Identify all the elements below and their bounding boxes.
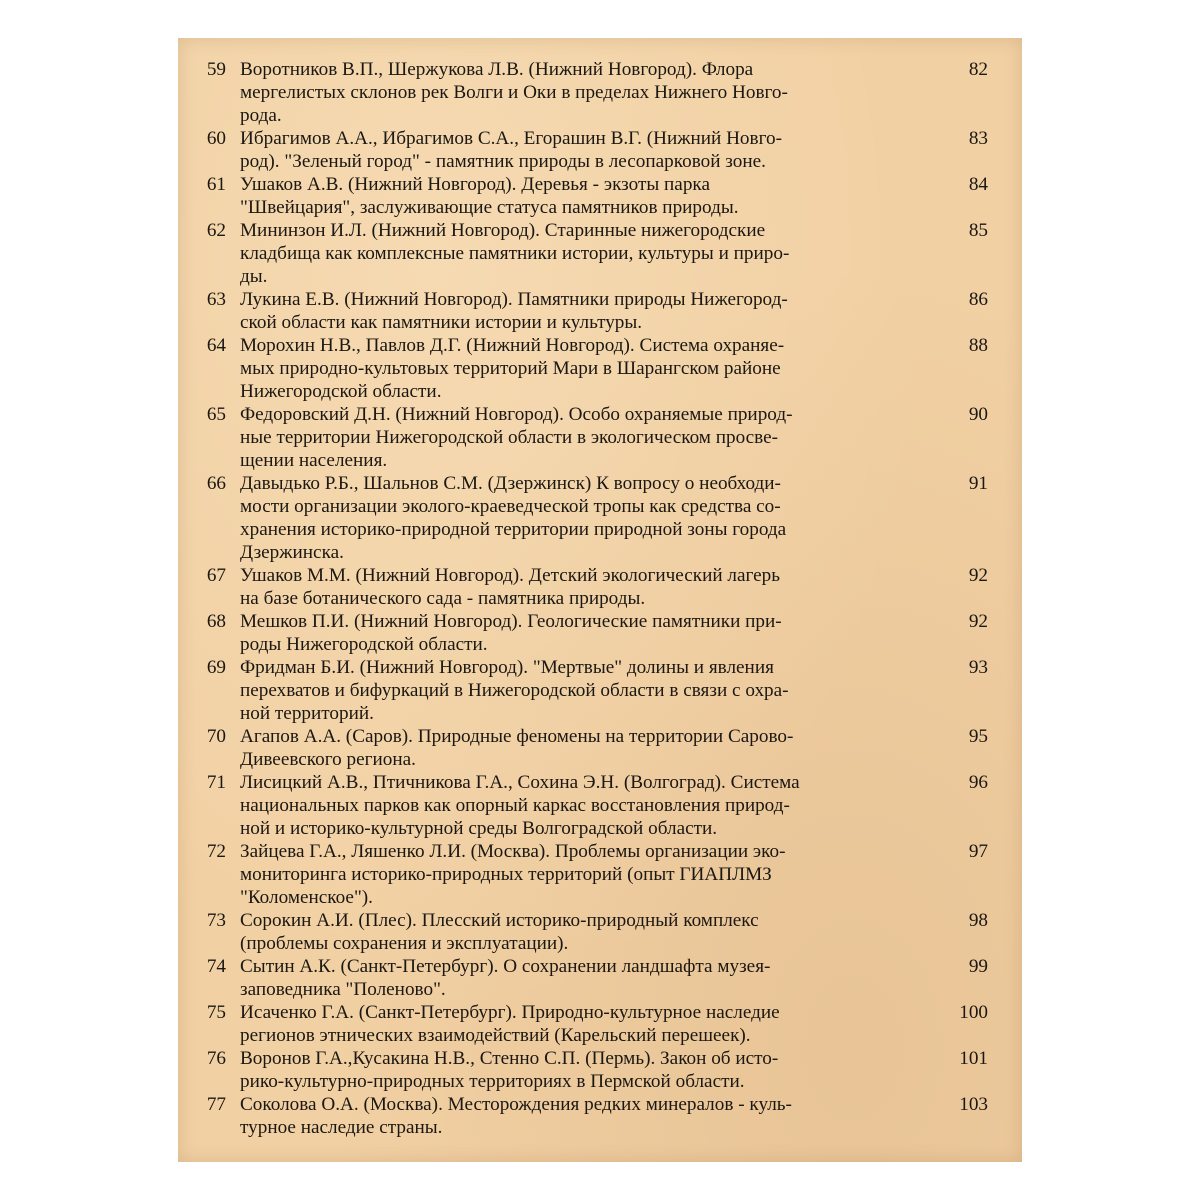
entry-text	[240, 725, 920, 771]
entry-text	[240, 656, 920, 725]
entry-text-line: Дивеевского региона.	[240, 749, 416, 770]
entry-text-line: Мининзон И.Л. (Нижний Новгород). Старинные нижегородские	[240, 220, 766, 241]
entry-number: 77	[206, 1094, 226, 1115]
entry-text-line: Лукина Е.В. (Нижний Новгород). Памятники природы Нижегород-	[240, 289, 788, 310]
entry-text-line: "Коломенское").	[240, 887, 373, 908]
entry-text-line: заповедника "Поленово".	[240, 979, 446, 1000]
entry-text-line: мониторинга историко-природных территорий (опыт ГИАПЛМЗ	[240, 864, 772, 885]
entry-text-line: ды.	[240, 266, 268, 287]
entry-text-line: Дзержинска.	[240, 542, 344, 563]
entry-text-line: Сорокин А.И. (Плес). Плесский историко-природный комплекс	[240, 910, 759, 931]
entry-number: 60	[206, 128, 226, 149]
entry-text-line: Морохин Н.В., Павлов Д.Г. (Нижний Новгород). Система охраняе-	[240, 335, 785, 356]
entry-text	[240, 909, 920, 955]
entry-number: 64	[206, 335, 226, 356]
entry-page-number: 85	[968, 220, 988, 241]
entry-number: 74	[206, 956, 226, 977]
entry-text-line: регионов этнических взаимодействий (Карельский перешеек).	[240, 1025, 751, 1046]
entry-page-number: 83	[968, 128, 988, 149]
entry-page-number: 103	[959, 1094, 988, 1115]
entry-text-line: мых природно-культовых территорий Мари в Шарангском районе	[240, 358, 781, 379]
entry-page-number: 100	[959, 1002, 988, 1023]
entry-text-line: щении населения.	[240, 450, 388, 471]
entry-text	[240, 403, 920, 472]
entry-text-line: турное наследие страны.	[240, 1117, 443, 1138]
entry-text-line: ской области как памятники истории и культуры.	[240, 312, 643, 333]
entry-text	[240, 219, 920, 288]
entry-page-number: 91	[968, 473, 988, 494]
entry-text-line: Сытин А.К. (Санкт-Петербург). О сохранении ландшафта музея-	[240, 956, 771, 977]
entry-text	[240, 334, 920, 403]
entry-page-number: 90	[968, 404, 988, 425]
entry-text-line: ные территории Нижегородской области в экологическом просве-	[240, 427, 779, 448]
entry-page-number: 84	[968, 174, 988, 195]
entry-text-line: Соколова О.А. (Москва). Месторождения редких минералов - куль-	[240, 1094, 792, 1115]
entry-page-number: 97	[968, 841, 988, 862]
entry-number: 66	[206, 473, 226, 494]
entry-text-line: национальных парков как опорный каркас восстановления природ-	[240, 795, 790, 816]
entry-text-line: рико-культурно-природных территориях в Пермской области.	[240, 1071, 745, 1092]
entry-number: 73	[206, 910, 226, 931]
entry-page-number: 82	[968, 59, 988, 80]
entry-page-number: 86	[968, 289, 988, 310]
entry-text-line: Ибрагимов А.А., Ибрагимов С.А., Егорашин В.Г. (Нижний Новго-	[240, 128, 782, 149]
entry-text	[240, 771, 920, 840]
entry-number: 69	[206, 657, 226, 678]
entry-page-number: 92	[968, 611, 988, 632]
entry-text-line: Зайцева Г.А., Ляшенко Л.И. (Москва). Проблемы организации эко-	[240, 841, 786, 862]
entry-text-line: хранения историко-природной территории природной зоны города	[240, 519, 787, 540]
entry-number: 68	[206, 611, 226, 632]
book-page	[178, 38, 1022, 1162]
entry-text-line: мергелистых склонов рек Волги и Оки в пределах Нижнего Новго-	[240, 82, 788, 103]
entry-text-line: ной территорий.	[240, 703, 374, 724]
entry-page-number: 95	[968, 726, 988, 747]
entry-number: 67	[206, 565, 226, 586]
entry-page-number: 101	[959, 1048, 988, 1069]
entry-page-number: 98	[968, 910, 988, 931]
entry-text	[240, 955, 920, 1001]
entry-text-line: (проблемы сохранения и эксплуатации).	[240, 933, 569, 954]
entry-text-line: кладбища как комплексные памятники истории, культуры и приро-	[240, 243, 790, 264]
entry-number: 72	[206, 841, 226, 862]
entry-text-line: Мешков П.И. (Нижний Новгород). Геологические памятники при-	[240, 611, 782, 632]
entry-text-line: перехватов и бифуркаций в Нижегородской области в связи с охра-	[240, 680, 789, 701]
entry-page-number: 92	[968, 565, 988, 586]
entry-page-number: 96	[968, 772, 988, 793]
entry-text-line: Лисицкий А.В., Птичникова Г.А., Сохина Э.Н. (Волгоград). Система	[240, 772, 800, 793]
entry-number: 62	[206, 220, 226, 241]
entry-text	[240, 1093, 920, 1139]
entry-text	[240, 472, 920, 564]
entry-text	[240, 58, 920, 127]
entry-text-line: рода.	[240, 105, 282, 126]
entry-text-line: Давыдько Р.Б., Шальнов С.М. (Дзержинск) К вопросу о необходи-	[240, 473, 781, 494]
entry-text-line: Нижегородской области.	[240, 381, 442, 402]
entry-text	[240, 288, 920, 334]
entry-number: 70	[206, 726, 226, 747]
entry-text-line: Ушаков М.М. (Нижний Новгород). Детский экологический лагерь	[240, 565, 780, 586]
entry-text-line: Исаченко Г.А. (Санкт-Петербург). Природно-культурное наследие	[240, 1002, 780, 1023]
entry-page-number: 99	[968, 956, 988, 977]
entry-text-line: род). "Зеленый город" - памятник природы в лесопарковой зоне.	[240, 151, 766, 172]
entry-text	[240, 610, 920, 656]
entry-text-line: роды Нижегородской области.	[240, 634, 488, 655]
entry-number: 61	[206, 174, 226, 195]
entry-text	[240, 1001, 920, 1047]
entry-text-line: Воронов Г.А.,Кусакина Н.В., Стенно С.П. (Пермь). Закон об исто-	[240, 1048, 779, 1069]
entry-text-line: мости организации эколого-краеведческой тропы как средства со-	[240, 496, 781, 517]
entry-text-line: Фридман Б.И. (Нижний Новгород). "Мертвые" долины и явления	[240, 657, 774, 678]
entry-text-line: ной и историко-культурной среды Волгоградской области.	[240, 818, 718, 839]
entry-number: 59	[206, 59, 226, 80]
entry-number: 71	[206, 772, 226, 793]
entry-number: 75	[206, 1002, 226, 1023]
entry-text-line: Федоровский Д.Н. (Нижний Новгород). Особо охраняемые природ-	[240, 404, 793, 425]
entry-text	[240, 127, 920, 173]
entry-number: 76	[206, 1048, 226, 1069]
entry-number: 65	[206, 404, 226, 425]
entry-text	[240, 173, 920, 219]
entry-page-number: 93	[968, 657, 988, 678]
entry-page-number: 88	[968, 335, 988, 356]
entry-text-line: на базе ботанического сада - памятника природы.	[240, 588, 646, 609]
entry-text	[240, 840, 920, 909]
entry-text	[240, 564, 920, 610]
entry-text-line: "Швейцария", заслуживающие статуса памятников природы.	[240, 197, 739, 218]
entry-text-line: Агапов А.А. (Саров). Природные феномены на территории Сарово-	[240, 726, 794, 747]
entry-text-line: Ушаков А.В. (Нижний Новгород). Деревья - экзоты парка	[240, 174, 710, 195]
entry-number: 63	[206, 289, 226, 310]
entry-text-line: Воротников В.П., Шержукова Л.В. (Нижний Новгород). Флора	[240, 59, 754, 80]
entry-text	[240, 1047, 920, 1093]
